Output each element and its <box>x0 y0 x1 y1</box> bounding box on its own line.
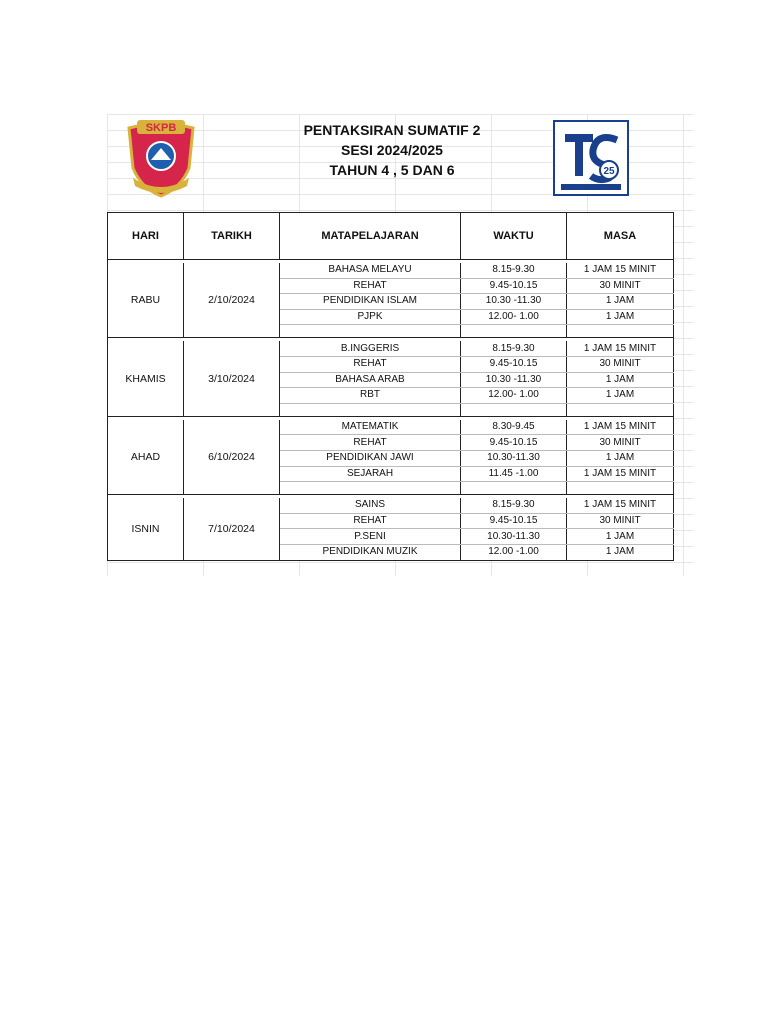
column-header-waktu: WAKTU <box>461 213 567 260</box>
duration-cell: 1 JAM <box>567 388 674 404</box>
time-cell: 12.00- 1.00 <box>461 309 567 325</box>
subject-cell: SAINS <box>280 498 461 513</box>
subject-cell: REHAT <box>280 435 461 451</box>
column-header-tarikh: TARIKH <box>184 213 280 260</box>
duration-cell: 1 JAM 15 MINIT <box>567 420 674 435</box>
duration-cell: 1 JAM <box>567 372 674 388</box>
table-row <box>108 498 674 513</box>
column-header-matapelajaran: MATAPELAJARAN <box>280 213 461 260</box>
duration-cell: 30 MINIT <box>567 356 674 372</box>
column-header-hari: HARI <box>108 213 184 260</box>
exam-schedule-table <box>107 212 674 561</box>
column-header-masa: MASA <box>567 213 674 260</box>
document-title-block <box>267 120 517 180</box>
duration-cell: 30 MINIT <box>567 435 674 451</box>
subject-cell: PJPK <box>280 309 461 325</box>
duration-cell: 1 JAM <box>567 529 674 545</box>
subject-cell: RBT <box>280 388 461 404</box>
crest-text: SKPB <box>145 122 177 134</box>
program-logo-number: 25 <box>603 166 615 177</box>
subject-cell: PENDIDIKAN JAWI <box>280 450 461 466</box>
duration-cell: 1 JAM 15 MINIT <box>567 498 674 513</box>
time-cell: 9.45-10.15 <box>461 513 567 529</box>
time-cell: 9.45-10.15 <box>461 435 567 451</box>
subject-cell: PENDIDIKAN MUZIK <box>280 544 461 560</box>
time-cell: 8.15-9.30 <box>461 498 567 513</box>
duration-cell: 1 JAM <box>567 309 674 325</box>
day-cell: RABU <box>108 263 184 338</box>
date-cell: 7/10/2024 <box>184 498 280 560</box>
document-header <box>107 114 693 208</box>
time-cell: 8.15-9.30 <box>461 341 567 356</box>
table-row <box>108 420 674 435</box>
time-cell: 10.30 -11.30 <box>461 294 567 310</box>
table-row <box>108 341 674 356</box>
time-cell: 12.00- 1.00 <box>461 388 567 404</box>
duration-cell: 1 JAM <box>567 294 674 310</box>
duration-cell: 1 JAM <box>567 544 674 560</box>
day-cell: AHAD <box>108 420 184 495</box>
subject-cell: MATEMATIK <box>280 420 461 435</box>
duration-cell: 1 JAM <box>567 450 674 466</box>
subject-cell: BAHASA ARAB <box>280 372 461 388</box>
subject-cell: REHAT <box>280 513 461 529</box>
date-cell: 2/10/2024 <box>184 263 280 338</box>
time-cell: 10.30 -11.30 <box>461 372 567 388</box>
title-line-1: PENTAKSIRAN SUMATIF 2 <box>303 122 481 138</box>
time-cell: 12.00 -1.00 <box>461 544 567 560</box>
subject-cell: BAHASA MELAYU <box>280 263 461 278</box>
time-cell: 11.45 -1.00 <box>461 466 567 482</box>
day-cell: ISNIN <box>108 498 184 560</box>
table-header-row <box>108 213 674 260</box>
day-cell: KHAMIS <box>108 341 184 416</box>
duration-cell: 1 JAM 15 MINIT <box>567 341 674 356</box>
subject-cell: PENDIDIKAN ISLAM <box>280 294 461 310</box>
subject-cell: REHAT <box>280 356 461 372</box>
time-cell: 10.30-11.30 <box>461 529 567 545</box>
subject-cell: P.SENI <box>280 529 461 545</box>
subject-cell: B.INGGERIS <box>280 341 461 356</box>
date-cell: 3/10/2024 <box>184 341 280 416</box>
time-cell: 8.15-9.30 <box>461 263 567 278</box>
title-line-3: TAHUN 4 , 5 DAN 6 <box>329 162 455 178</box>
date-cell: 6/10/2024 <box>184 420 280 495</box>
duration-cell: 30 MINIT <box>567 513 674 529</box>
school-crest-logo <box>123 118 199 198</box>
title-line-2: SESI 2024/2025 <box>341 142 443 158</box>
duration-cell: 1 JAM 15 MINIT <box>567 263 674 278</box>
subject-cell: REHAT <box>280 278 461 294</box>
table-row <box>108 263 674 278</box>
duration-cell: 1 JAM 15 MINIT <box>567 466 674 482</box>
time-cell: 9.45-10.15 <box>461 356 567 372</box>
subject-cell: SEJARAH <box>280 466 461 482</box>
time-cell: 10.30-11.30 <box>461 450 567 466</box>
time-cell: 9.45-10.15 <box>461 278 567 294</box>
program-logo <box>553 120 629 196</box>
time-cell: 8.30-9.45 <box>461 420 567 435</box>
duration-cell: 30 MINIT <box>567 278 674 294</box>
